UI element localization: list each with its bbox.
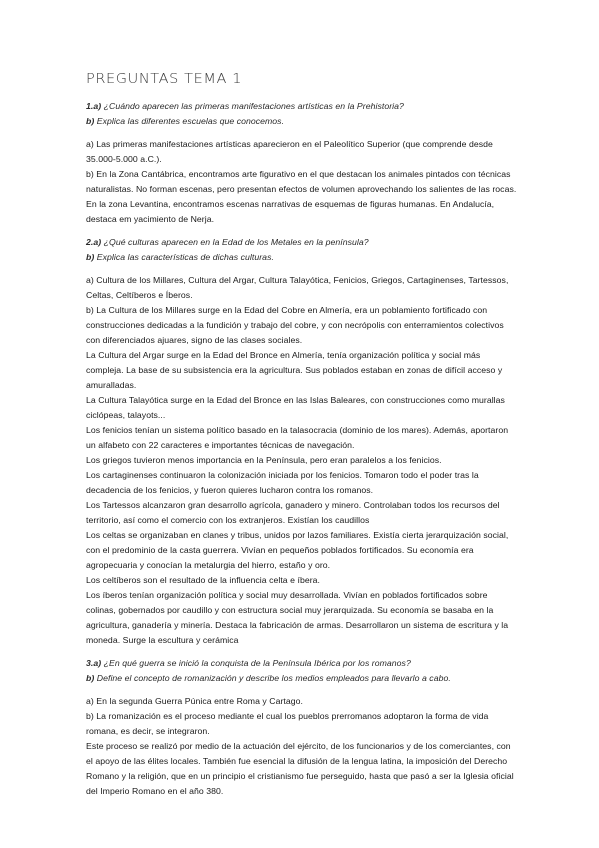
- question-letter: a): [93, 237, 102, 247]
- answer-block: [86, 273, 518, 648]
- question-text: ¿Qué culturas aparecen en la Edad de los Metales en la península?: [103, 237, 369, 247]
- question-number: 1.: [86, 101, 94, 111]
- question-a: [86, 656, 518, 671]
- answer-paragraph: Los griegos tuvieron menos importancia en la Península, pero eran paralelos a los fenicios.: [86, 455, 442, 465]
- question-letter: a): [93, 658, 102, 668]
- question-block: [86, 99, 518, 129]
- page-title: PREGUNTAS TEMA 1: [86, 72, 243, 87]
- answer-paragraph: La Cultura Talayótica surge en la Edad del Bronce en las Islas Baleares, con construcciones como murallas ciclópeas, talayots...: [86, 395, 505, 420]
- question-a: [86, 99, 518, 114]
- question-letter: b): [86, 673, 95, 683]
- answer-block: [86, 137, 518, 227]
- answer-paragraph: Los fenicios tenían un sistema político basado en la talasocracia (dominio de los mares). Además, aportaron un alfabeto con 22 caracteres e importantes técnicas de navegación.: [86, 425, 509, 450]
- answer-paragraph: b) La Cultura de los Millares surge en la Edad del Cobre en Almería, era un poblamiento fortificado con construcciones dedicadas a la fundición y trabajo del cobre, y con necrópolis con enterramientos colectivos con diferenciados ajuares, signo de las clases sociales.: [86, 305, 504, 345]
- answer-paragraph: La Cultura del Argar surge en la Edad del Bronce en Almería, tenía organización política y social más compleja. La base de su subsistencia era la agricultura. Sus poblados estaban en zonas de difícil acceso y amuralladas.: [86, 350, 503, 390]
- answer-paragraph: Este proceso se realizó por medio de la actuación del ejército, de los funcionarios y de los comerciantes, con el apoyo de las élites locales. También fue esencial la difusión de la lengua latina, la imposición del Derecho Romano y la religión, que en un principio el cristianismo fue perseguido, hasta que pasó a ser la Iglesia oficial del Imperio Romano en el año 380.: [86, 741, 514, 796]
- question-b: [86, 250, 518, 265]
- question-text: Define el concepto de romanización y describe los medios empleados para llevarlo a cabo.: [96, 673, 451, 683]
- document-content: [86, 99, 518, 807]
- answer-paragraph: Los celtas se organizaban en clanes y tribus, unidos por lazos familiares. Existía cierta jerarquización social, con el predominio de la casta guerrera. Vivían en pequeños poblados fortificados. Su economía era agropecuaria y conocían la metalurgia del hierro, estaño y oro.: [86, 530, 509, 570]
- question-a: [86, 235, 518, 250]
- question-text: Explica las diferentes escuelas que conocemos.: [96, 116, 285, 126]
- question-letter: a): [93, 101, 102, 111]
- answer-paragraph: Los cartaginenses continuaron la colonización iniciada por los fenicios. Tomaron todo el poder tras la decadencia de los fenicios, y fueron quieres lucharon contra los romanos.: [86, 470, 479, 495]
- answer-paragraph: a) Las primeras manifestaciones artísticas aparecieron en el Paleolítico Superior (que comprende desde 35.000-5.000 a.C.).: [86, 139, 493, 164]
- question-letter: b): [86, 252, 95, 262]
- question-text: Explica las características de dichas culturas.: [96, 252, 274, 262]
- answer-paragraph: a) Cultura de los Millares, Cultura del Argar, Cultura Talayótica, Fenicios, Griegos, Cartaginenses, Tartessos, Celtas, Celtíberos e Íberos.: [86, 275, 509, 300]
- question-b: [86, 114, 518, 129]
- question-number: 3.: [86, 658, 94, 668]
- answer-paragraph: Los íberos tenían organización política y social muy desarrollada. Vivían en poblados fortificados sobre colinas, gobernados por caudillo y con estructura social muy jerarquizada. Su economía se basaba en la agricultura, ganadería y minería. Destaca la fabricación de armas. Desarrollaron un sistema de escritura y la moneda. Surge la escultura y cerámica: [86, 590, 509, 645]
- answer-paragraph: En la zona Levantina, encontramos escenas narrativas de esquemas de figuras humanas. En Andalucía, destaca em yacimiento de Nerja.: [86, 199, 495, 224]
- answer-paragraph: Los Tartessos alcanzaron gran desarrollo agrícola, ganadero y minero. Controlaban todos los recursos del territorio, así como el comercio con los extranjeros. Existían los caudillos: [86, 500, 500, 525]
- question-block: [86, 656, 518, 686]
- question-text: ¿Cuándo aparecen las primeras manifestaciones artísticas en la Prehistoria?: [103, 101, 404, 111]
- answer-paragraph: b) La romanización es el proceso mediante el cual los pueblos prerromanos adoptaron la forma de vida romana, es decir, se integraron.: [86, 711, 489, 736]
- question-number: 2.: [86, 237, 94, 247]
- question-text: ¿En qué guerra se inició la conquista de la Península Ibérica por los romanos?: [103, 658, 411, 668]
- answer-block: [86, 694, 518, 799]
- question-b: [86, 671, 518, 686]
- answer-paragraph: Los celtíberos son el resultado de la influencia celta e íbera.: [86, 575, 320, 585]
- answer-paragraph: a) En la segunda Guerra Púnica entre Roma y Cartago.: [86, 696, 304, 706]
- question-letter: b): [86, 116, 95, 126]
- question-block: [86, 235, 518, 265]
- answer-paragraph: b) En la Zona Cantábrica, encontramos arte figurativo en el que destacan los animales pintados con técnicas naturalistas. No forman escenas, pero presentan efectos de volumen aprovechando los salientes de las rocas.: [86, 169, 517, 194]
